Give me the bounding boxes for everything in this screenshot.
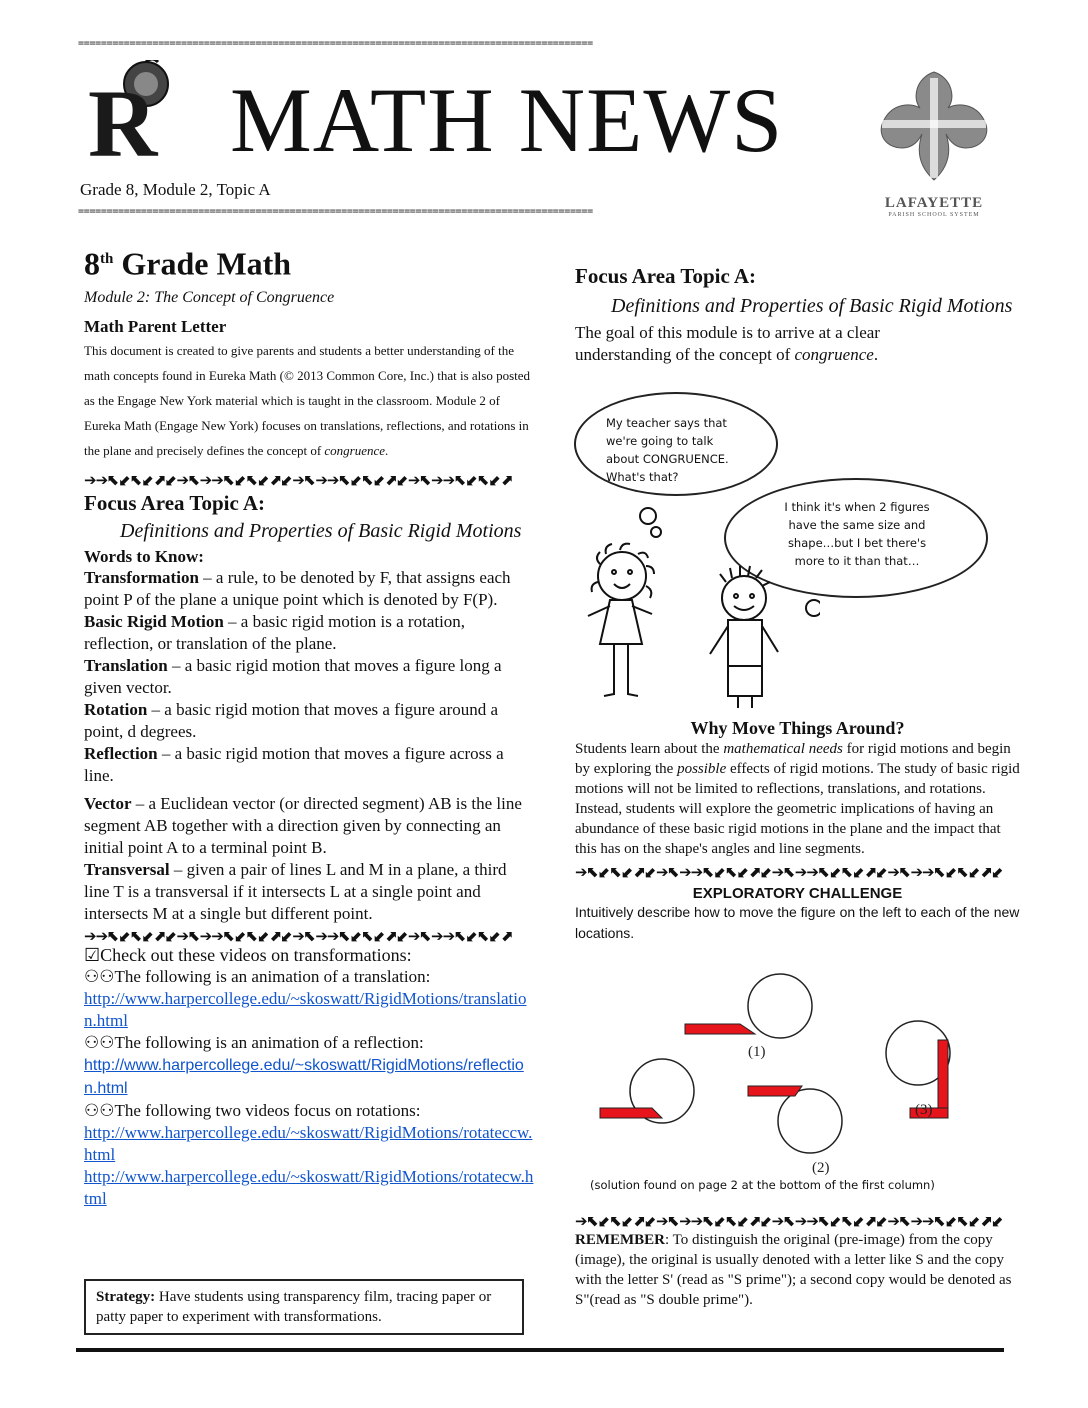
goal-text: The goal of this module is to arrive at a clear understanding of the concept of congruence. [575, 323, 880, 364]
logo-right-subtext: PARISH SCHOOL SYSTEM [888, 212, 980, 218]
video3b-link[interactable]: http://www.harpercollege.edu/~skoswatt/RigidMotions/rotatecw.html [84, 1166, 534, 1208]
video2-link[interactable]: http://www.harpercollege.edu/~skoswatt/RigidMotions/reflection.html [84, 1056, 524, 1097]
right-column [575, 264, 1035, 366]
solution-note: (solution found on page 2 at the bottom of the first column) [590, 1178, 935, 1192]
remember-section [575, 1212, 1015, 1310]
term-basic-rigid-motion: Basic Rigid Motion – a basic rigid motion is a rotation, reflection, or translation of the plane. [84, 611, 466, 653]
cartoon-kids [580, 494, 820, 720]
video1-label: ⚇⚇The following is an animation of a translation: [84, 966, 431, 986]
bubble-1-text: My teacher says that we're going to talk about CONGRUENCE. What's that? [606, 416, 729, 484]
bottom-rule: ========================================================================================== [78, 206, 593, 217]
term-transformation: Transformation – a rule, to be denoted by F, that assigns each point P of the plane a unique point which is denoted by F(P). [84, 567, 511, 609]
glasses-icon: ⚇⚇ [84, 1032, 115, 1052]
focus-title: Focus Area Topic A: [84, 490, 266, 515]
term-reflection: Reflection – a basic rigid motion that moves a figure across a line. [84, 743, 504, 785]
logo-right-text: LAFAYETTE [884, 195, 984, 211]
grade-heading: 8th Grade Math [84, 245, 292, 282]
challenge-text: Intuitively describe how to move the figure on the left to each of the new locations. [575, 904, 1020, 941]
fig-label-1: (1) [748, 1044, 766, 1060]
term-transversal: Transversal – given a pair of lines L and M in a plane, a third line T is a transversal if it intersects L at a single point and intersects M at a single but different point. [84, 859, 507, 923]
video-list [84, 966, 534, 1210]
right-focus-title: Focus Area Topic A: [575, 264, 757, 288]
parent-letter-title: Math Parent Letter [84, 316, 227, 336]
video3-label: ⚇⚇The following two videos focus on rotations: [84, 1100, 421, 1120]
right-focus-subtitle: Definitions and Properties of Basic Rigid Motions [611, 295, 1013, 317]
thought-bubble-1 [574, 392, 778, 496]
r-apple-logo [88, 60, 208, 160]
term-translation: Translation – a basic rigid motion that moves a figure long a given vector. [84, 655, 502, 697]
term-rotation: Rotation – a basic rigid motion that moves a figure around a point, d degrees. [84, 699, 499, 741]
lafayette-logo [872, 68, 996, 216]
why-section [575, 718, 1020, 944]
glasses-icon: ⚇⚇ [84, 1100, 115, 1120]
masthead-subtitle: Grade 8, Module 2, Topic A [80, 180, 271, 199]
videos-title: ☑Check out these videos on transformations: [84, 944, 412, 965]
words-to-know-title: Words to Know: [84, 546, 204, 566]
masthead-title: MATH NEWS [230, 69, 784, 171]
arrow-divider-2: ➔➔⬉⬋⬉⬋⬈⬋➔⬉➔➔⬉⬋⬉⬋⬈⬋➔⬉➔➔⬉⬋⬉⬋⬈⬋➔⬉➔➔⬉⬋⬉⬋⬈ [84, 926, 513, 945]
why-title: Why Move Things Around? [690, 718, 905, 738]
module-title: Module 2: The Concept of Congruence [84, 288, 335, 306]
challenge-title: EXPLORATORY CHALLENGE [692, 885, 903, 902]
left-column [84, 234, 534, 1210]
remember-text: REMEMBER: To distinguish the original (pre-image) from the copy (image), the original is usually denoted with a letter like S and the copy with the letter S' (read as "S prime"); a second copy would be denoted as S"(read as "S double prime"). [575, 1232, 1012, 1308]
focus-subtitle: Definitions and Properties of Basic Rigid Motions [120, 519, 522, 542]
fig-label-3: (3) [915, 1102, 933, 1118]
term-vector: Vector – a Euclidean vector (or directed segment) AB is the line segment AB together with a direction given by connecting an initial point A to a terminal point B. [84, 793, 522, 857]
why-paragraph: Students learn about the mathematical needs for rigid motions and begin by exploring the possible effects of rigid motions. The study of basic rigid motions will not be limited to reflections, translations, and rotations. Instead, students will explore the geometric implications of having an abundance of these basic rigid motions in the plane and the impact that this has on the shape's angles and line segments. [575, 741, 1020, 857]
top-rule: ========================================================================================== [78, 38, 593, 49]
arrow-divider-3: ➔⬉⬋⬉⬋⬈⬋➔⬉➔➔⬉⬋⬉⬋⬈⬋➔⬉➔➔⬉⬋⬉⬋⬈⬋➔⬉➔➔⬉⬋⬉⬋⬈⬋ [575, 863, 1004, 881]
footer-rule [76, 1348, 1004, 1352]
arrow-divider-4: ➔⬉⬋⬉⬋⬈⬋➔⬉➔➔⬉⬋⬉⬋⬈⬋➔⬉➔➔⬉⬋⬉⬋⬈⬋➔⬉➔➔⬉⬋⬉⬋⬈⬋ [575, 1212, 1004, 1230]
arrow-divider: ➔➔⬉⬋⬉⬋⬈⬋➔⬉➔➔⬉⬋⬉⬋⬈⬋➔⬉➔➔⬉⬋⬉⬋⬈⬋➔⬉➔➔⬉⬋⬉⬋⬈ [84, 470, 513, 489]
intro-paragraph: This document is created to give parents and students a better understanding of the math concepts found in Eureka Math (© 2013 Common Core, Inc.) that is also posted as the Engage New York material which is taught in the classroom. Module 2 of Eureka Math (Engage New York) focuses on translations, reflections, and rotations in the plane and precisely defines the concept of congruence. [84, 342, 531, 458]
term-list [84, 567, 534, 925]
video2-label: ⚇⚇The following is an animation of a reflection: [84, 1032, 424, 1052]
video1-link[interactable]: http://www.harpercollege.edu/~skoswatt/RigidMotions/translation.html [84, 988, 527, 1030]
strategy-box: Strategy: Have students using transparency film, tracing paper or patty paper to experiment with transformations. [84, 1279, 524, 1335]
svg-text:R: R [88, 70, 158, 160]
fig-label-2: (2) [812, 1160, 830, 1176]
bubble-2-text: I think it's when 2 figures have the same size and shape…but I bet there's more to it than that… [784, 500, 930, 568]
glasses-icon: ⚇⚇ [84, 966, 115, 986]
challenge-figures [590, 968, 990, 1178]
video3a-link[interactable]: http://www.harpercollege.edu/~skoswatt/RigidMotions/rotateccw.html [84, 1122, 533, 1164]
